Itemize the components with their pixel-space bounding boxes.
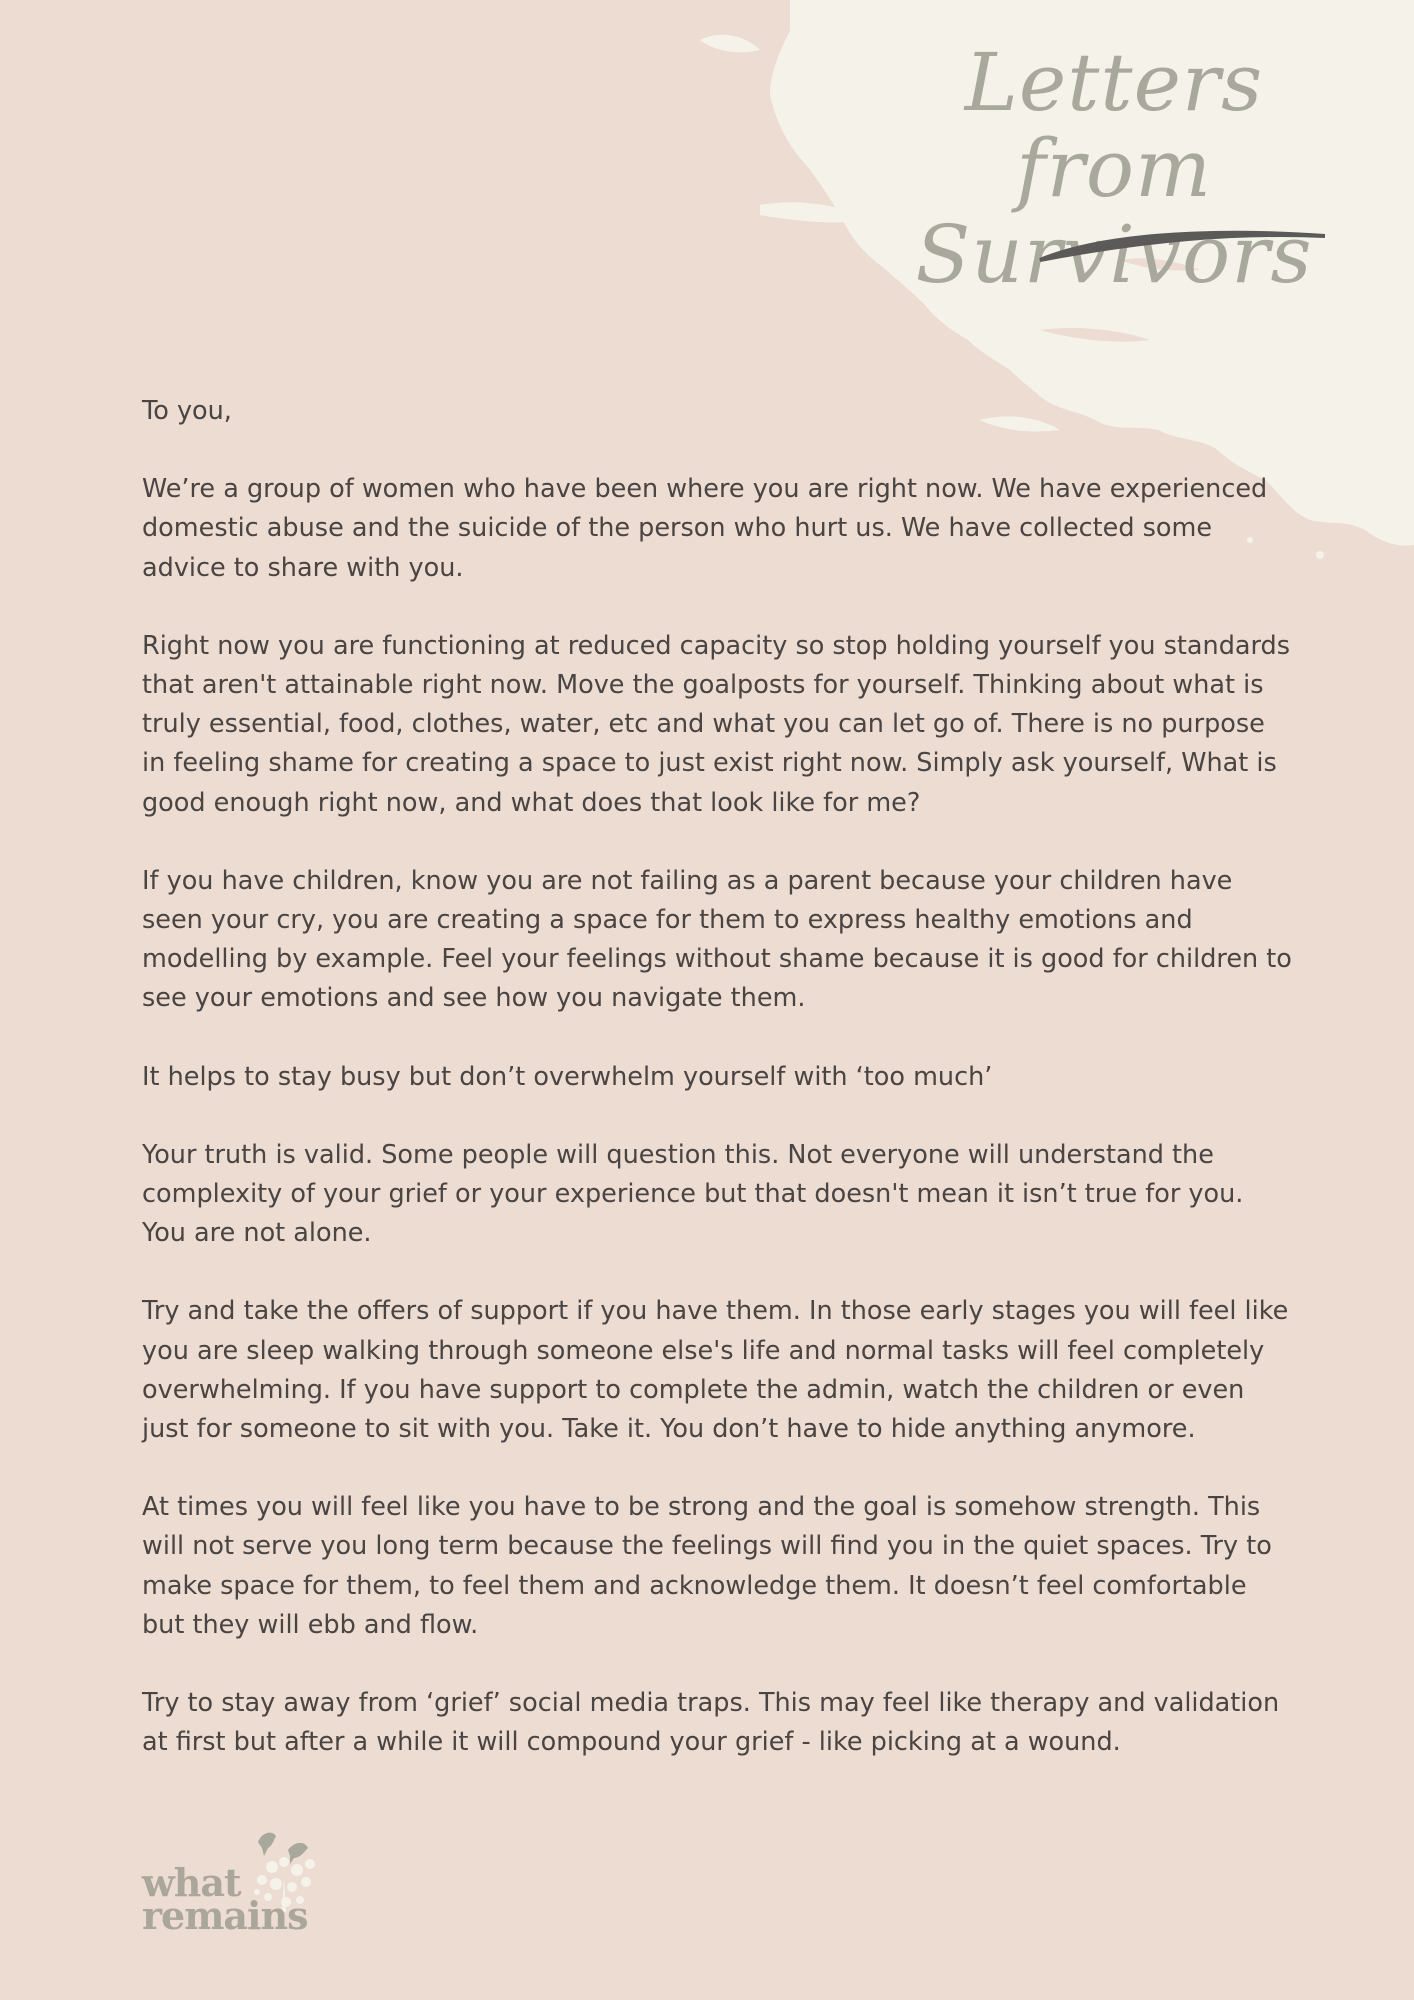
logo-text — [142, 1860, 308, 1938]
letter-paragraph: We’re a group of women who have been where you are right now. We have experienced domestic abuse and the suicide of the person who hurt us. We have collected some advice to share with you. — [142, 474, 1268, 583]
letter-paragraph: It helps to stay busy but don’t overwhelm yourself with ‘too much’ — [142, 1061, 993, 1092]
logo-word-remains: remains — [142, 1893, 308, 1938]
title-line-1: Letters from — [964, 36, 1264, 215]
what-remains-logo — [142, 1822, 352, 1937]
letter-body — [142, 392, 1292, 1801]
letter-paragraph: Try and take the offers of support if you have them. In those early stages you will feel like you are sleep walking through someone else's life and normal tasks will feel completely overwhelming. If you have support to complete the admin, watch the children or even just for someone to sit with you. Take it. You don’t have to hide anything anymore. — [142, 1296, 1289, 1445]
brush-underline-decoration — [1035, 222, 1330, 267]
letter-paragraph: Your truth is valid. Some people will question this. Not everyone will understand the complexity of your grief or your experience but that doesn't mean it isn’t true for you. You are not alone. — [142, 1139, 1244, 1249]
letter-paragraph: If you have children, know you are not failing as a parent because your children have seen your cry, you are creating a space for them to express healthy emotions and modelling by example. Feel your feelings without shame because it is good for children to see your emotions and see how you navigate them. — [142, 865, 1292, 1014]
letter-paragraph: Right now you are functioning at reduced capacity so stop holding yourself you standards that aren't attainable right now. Move the goalposts for yourself. Thinking about what is truly essential, food, clothes, water, etc and what you can let go of. There is no purpose in feeling shame for creating a space to just exist right now. Simply ask yourself, What is good enough right now, and what does that look like for me? — [142, 630, 1291, 818]
logo-word-what: what — [142, 1860, 241, 1905]
letter-greeting: To you, — [142, 396, 232, 426]
letter-paragraph: Try to stay away from ‘grief’ social media traps. This may feel like therapy and validation at first but after a while it will compound your grief - like picking at a wound. — [142, 1688, 1280, 1758]
title-line-2: Survivors — [915, 208, 1313, 301]
letter-paragraph: At times you will feel like you have to be strong and the goal is somehow strength. This will not serve you long term because the feelings will find you in the quiet spaces. Try to make space for them, to feel them and acknowledge them. It doesn’t feel comfortable but they will ebb and flow. — [142, 1492, 1272, 1640]
